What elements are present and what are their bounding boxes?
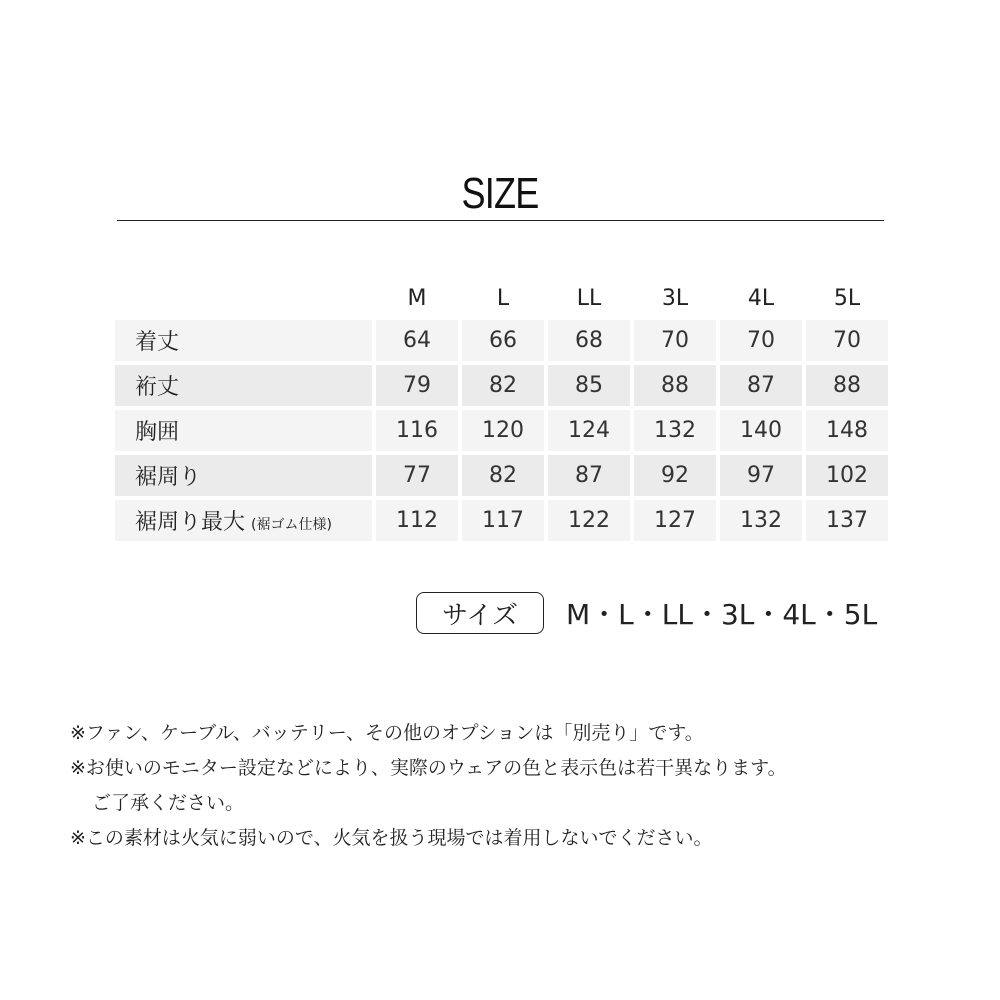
table-cell: 77 bbox=[376, 455, 458, 496]
row-label-text: 着丈 bbox=[135, 330, 180, 355]
table-cell: 132 bbox=[634, 410, 716, 451]
table-cell: 132 bbox=[720, 500, 802, 541]
available-sizes bbox=[416, 591, 877, 635]
table-cell: 70 bbox=[634, 320, 716, 361]
table-cell: 70 bbox=[720, 320, 802, 361]
note-line: ご了承ください。 bbox=[92, 792, 245, 814]
row-label-text: 裄丈 bbox=[135, 375, 180, 400]
table-row bbox=[115, 320, 888, 361]
row-label-text: 裾周り最大 bbox=[135, 510, 246, 535]
table-cell: 122 bbox=[548, 500, 630, 541]
table-cell: 137 bbox=[806, 500, 888, 541]
table-cell: 82 bbox=[462, 365, 544, 406]
page-title: SIZE bbox=[461, 169, 539, 218]
size-table bbox=[111, 276, 892, 545]
table-cell: 127 bbox=[634, 500, 716, 541]
column-header-3l: 3L bbox=[661, 285, 689, 311]
size-list: M・L・LL・3L・4L・5L bbox=[566, 598, 878, 631]
note-line: ※この素材は火気に弱いので、火気を扱う現場では着用しないでください。 bbox=[70, 827, 713, 849]
table-cell: 82 bbox=[462, 455, 544, 496]
row-label bbox=[115, 320, 372, 361]
column-header-l: L bbox=[496, 285, 510, 311]
table-cell: 102 bbox=[806, 455, 888, 496]
notes bbox=[70, 716, 930, 856]
table-cell: 120 bbox=[462, 410, 544, 451]
column-header-5l: 5L bbox=[833, 285, 861, 311]
row-label bbox=[115, 410, 372, 451]
table-cell: 70 bbox=[806, 320, 888, 361]
row-label bbox=[115, 500, 372, 541]
header-corner bbox=[115, 280, 372, 316]
table-cell: 88 bbox=[634, 365, 716, 406]
table-row bbox=[115, 365, 888, 406]
table-cell: 87 bbox=[720, 365, 802, 406]
table-cell: 140 bbox=[720, 410, 802, 451]
table-cell: 97 bbox=[720, 455, 802, 496]
table-cell: 112 bbox=[376, 500, 458, 541]
table-cell: 88 bbox=[806, 365, 888, 406]
row-label-note: (裾ゴム仕様) bbox=[251, 517, 332, 533]
size-badge: サイズ bbox=[416, 592, 544, 634]
table-cell: 92 bbox=[634, 455, 716, 496]
table-cell: 116 bbox=[376, 410, 458, 451]
column-header-4l: 4L bbox=[747, 285, 775, 311]
table-cell: 85 bbox=[548, 365, 630, 406]
table-cell: 64 bbox=[376, 320, 458, 361]
table-cell: 68 bbox=[548, 320, 630, 361]
table-header-row bbox=[115, 280, 888, 316]
column-header-ll: LL bbox=[576, 285, 602, 311]
title-divider bbox=[117, 220, 884, 221]
table-cell: 148 bbox=[806, 410, 888, 451]
row-label bbox=[115, 365, 372, 406]
table-cell: 117 bbox=[462, 500, 544, 541]
table-cell: 79 bbox=[376, 365, 458, 406]
table-cell: 87 bbox=[548, 455, 630, 496]
column-header-m: M bbox=[407, 285, 427, 311]
row-label-text: 裾周り bbox=[135, 465, 202, 490]
table-cell: 124 bbox=[548, 410, 630, 451]
table-row bbox=[115, 455, 888, 496]
row-label bbox=[115, 455, 372, 496]
table-row bbox=[115, 410, 888, 451]
note-line: ※ファン、ケーブル、バッテリー、その他のオプションは「別売り」です。 bbox=[70, 722, 704, 744]
table-cell: 66 bbox=[462, 320, 544, 361]
note-line: ※お使いのモニター設定などにより、実際のウェアの色と表示色は若干異なります。 bbox=[70, 757, 787, 779]
table-row bbox=[115, 500, 888, 541]
row-label-text: 胸囲 bbox=[135, 420, 180, 445]
